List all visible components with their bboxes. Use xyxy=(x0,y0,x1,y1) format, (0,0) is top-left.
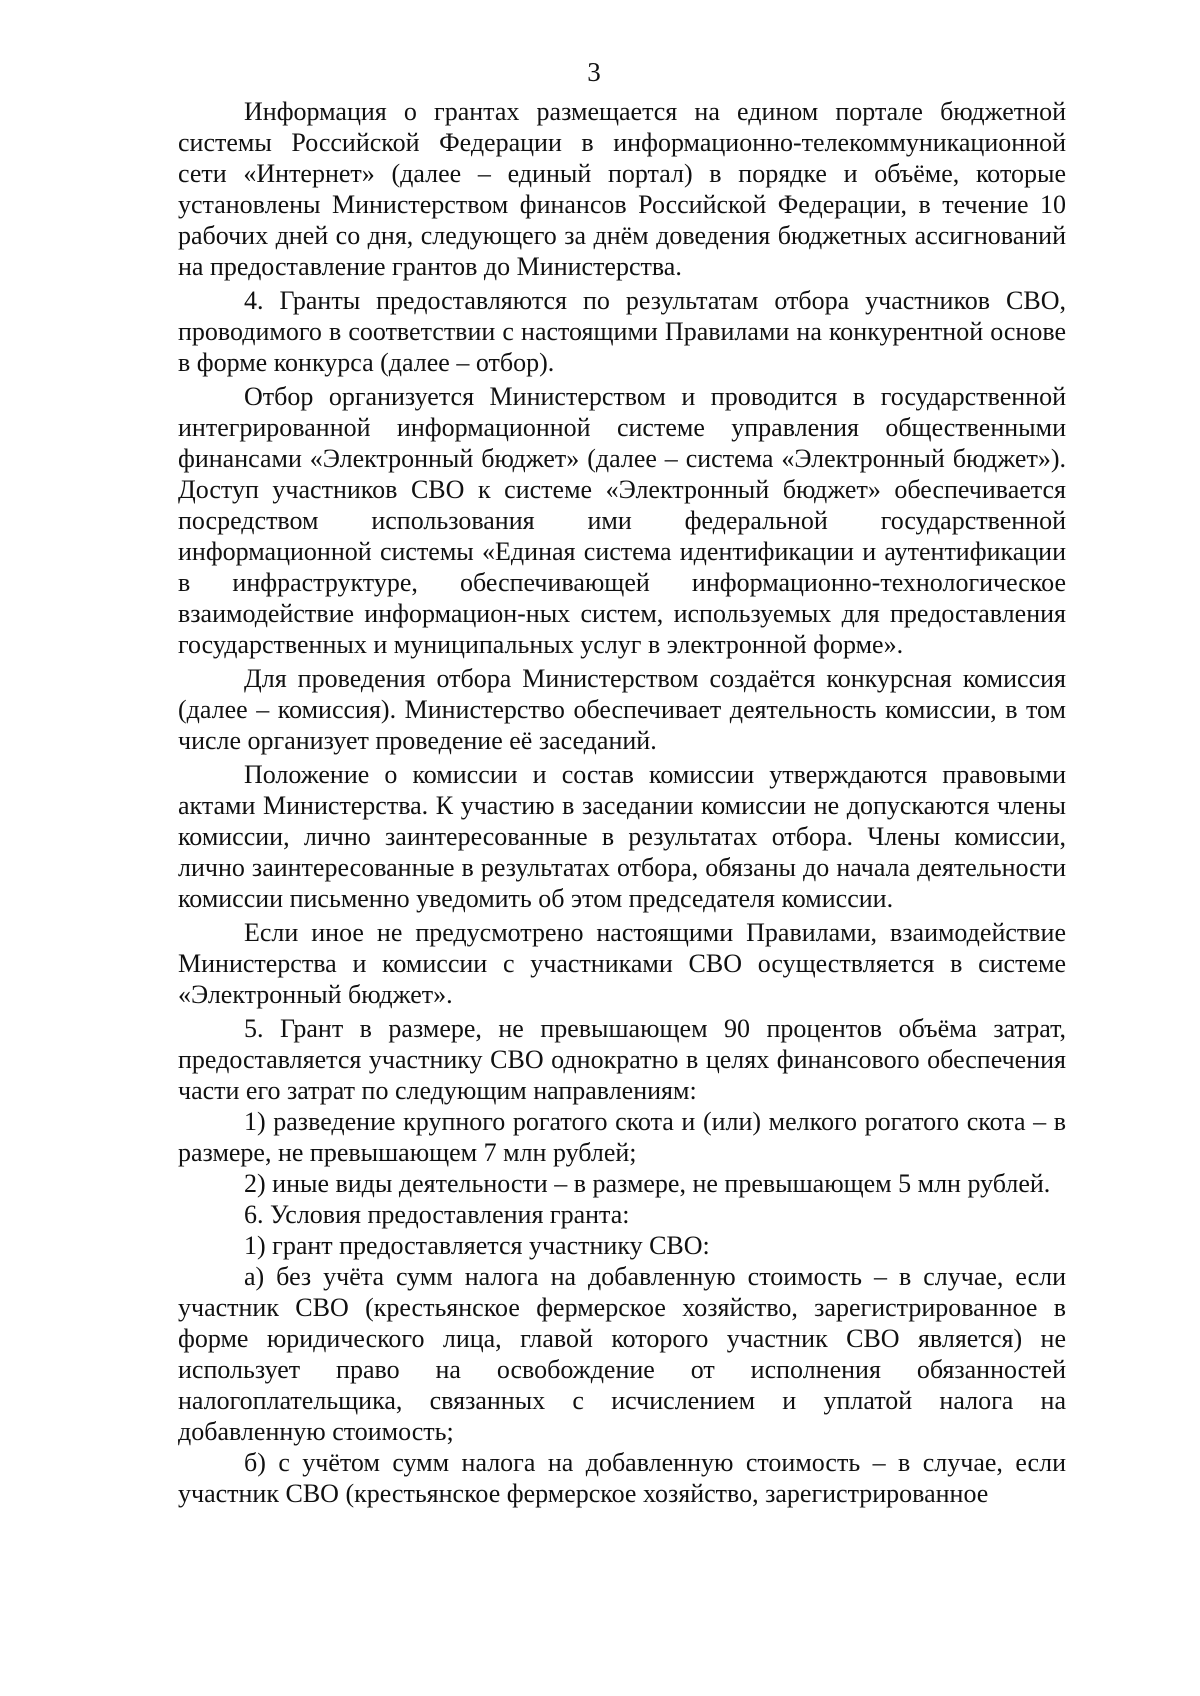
paragraph-condition-1: 1) грант предоставляется участнику СВО: xyxy=(244,1231,710,1260)
paragraph-subitem-1: 1) разведение крупного рогатого скота и (или) мелкого рогатого скота – в размере, не превышающем 7 млн рублей; xyxy=(178,1107,1066,1167)
paragraph-selection-organization: Отбор организуется Министерством и проводится в государственной интегрированной информационной системе управления общественными финансами «Электронный бюджет» (далее – система «Электронный бюджет»). Доступ участников СВО к системе «Электронный бюджет» обеспечивается посредством использования ими федеральной государственной информационной системы «Единая система идентификации и аутентификации в инфраструктуре, обеспечивающей информационно-технологическое взаимодействие информацион-ных систем, используемых для предоставления государственных и муниципальных услуг в электронной форме». xyxy=(178,382,1066,659)
paragraph-item-6: 6. Условия предоставления гранта: xyxy=(244,1200,630,1229)
paragraph-interaction: Если иное не предусмотрено настоящими Правилами, взаимодействие Министерства и комиссии с участниками СВО осуществляется в системе «Электронный бюджет». xyxy=(178,918,1066,1009)
paragraph-condition-a: а) без учёта сумм налога на добавленную стоимость – в случае, если участник СВО (крестьянское фермерское хозяйство, зарегистрированное в форме юридического лица, главой которого участник СВО является) не использует право на освобождение от исполнения обязанностей налогоплательщика, связанных с исчислением и уплатой налога на добавленную стоимость; xyxy=(178,1262,1066,1446)
page-number: 3 xyxy=(587,57,601,87)
paragraph-condition-b: б) с учётом сумм налога на добавленную стоимость – в случае, если участник СВО (крестьянское фермерское хозяйство, зарегистрированное xyxy=(178,1448,1066,1508)
paragraph-subitem-2: 2) иные виды деятельности – в размере, не превышающем 5 млн рублей. xyxy=(244,1169,1051,1198)
document-body xyxy=(178,96,1066,1509)
paragraph-item-5: 5. Грант в размере, не превышающем 90 процентов объёма затрат, предоставляется участнику СВО однократно в целях финансового обеспечения части его затрат по следующим направлениям: xyxy=(178,1014,1066,1105)
paragraph-commission-creation: Для проведения отбора Министерством создаётся конкурсная комиссия (далее – комиссия). Министерство обеспечивает деятельность комиссии, в том числе организует проведение её заседаний. xyxy=(178,664,1066,755)
paragraph-grant-info: Информация о грантах размещается на едином портале бюджетной системы Российской Федерации в информационно-телекоммуникационной сети «Интернет» (далее – единый портал) в порядке и объёме, которые установлены Министерством финансов Российской Федерации, в течение 10 рабочих дней со дня, следующего за днём доведения бюджетных ассигнований на предоставление грантов до Министерства. xyxy=(178,97,1066,281)
paragraph-item-4: 4. Гранты предоставляются по результатам отбора участников СВО, проводимого в соответствии с настоящими Правилами на конкурентной основе в форме конкурса (далее – отбор). xyxy=(178,286,1066,377)
paragraph-commission-regulation: Положение о комиссии и состав комиссии утверждаются правовыми актами Министерства. К участию в заседании комиссии не допускаются члены комиссии, лично заинтересованные в результатах отбора. Члены комиссии, лично заинтересованные в результатах отбора, обязаны до начала деятельности комиссии письменно уведомить об этом председателя комиссии. xyxy=(178,760,1066,913)
